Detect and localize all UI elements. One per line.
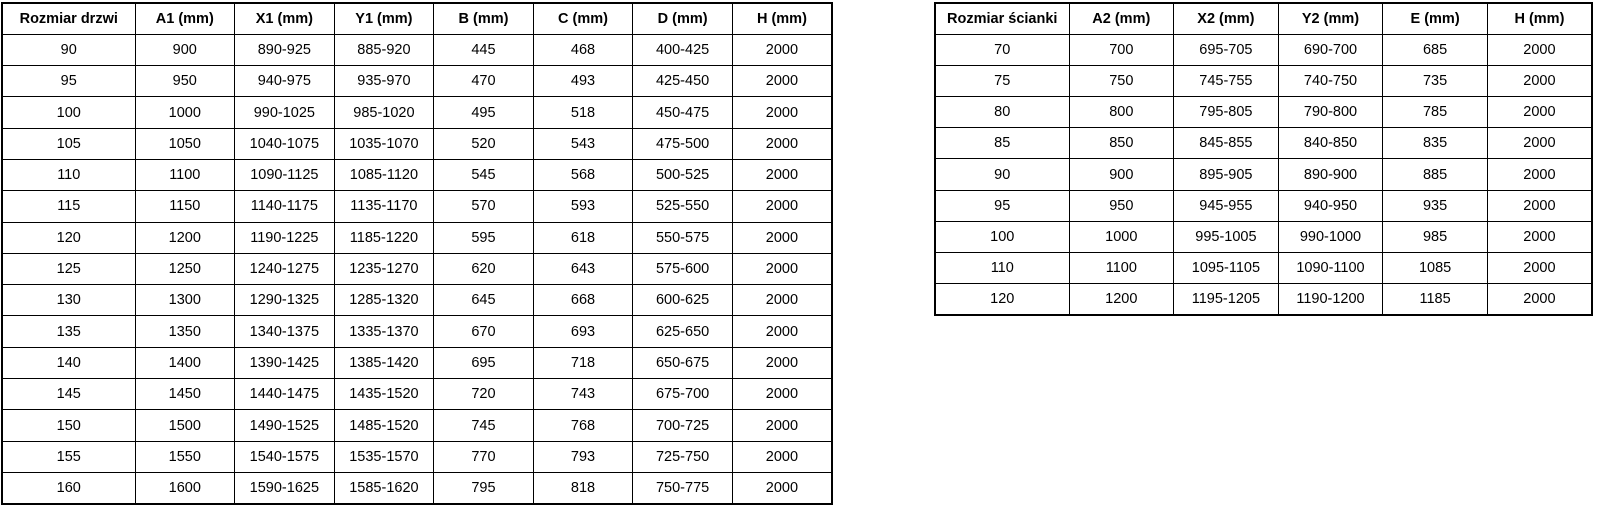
table-cell: 1000 [1069,221,1174,252]
table-cell: 990-1025 [235,97,335,128]
table-cell: 80 [935,97,1069,128]
table-cell: 425-450 [633,66,733,97]
table-cell: 1190-1200 [1278,284,1383,315]
table-cell: 120 [2,222,135,253]
table-cell: 145 [2,379,135,410]
door-size-table [1,2,833,505]
table-cell: 800 [1069,97,1174,128]
table-row [935,128,1592,159]
table-cell: 695-705 [1174,34,1279,65]
table-cell: 935-970 [334,66,434,97]
table-cell: 575-600 [633,253,733,284]
column-header: E (mm) [1383,3,1488,34]
table-cell: 1235-1270 [334,253,434,284]
table-cell: 125 [2,253,135,284]
table-cell: 995-1005 [1174,221,1279,252]
table-row [2,222,832,253]
table-cell: 840-850 [1278,128,1383,159]
table-row [2,410,832,441]
table-cell: 520 [434,128,534,159]
table-cell: 985 [1383,221,1488,252]
table-cell: 2000 [732,34,832,65]
table-cell: 1540-1575 [235,441,335,472]
table-cell: 493 [533,66,633,97]
table-cell: 120 [935,284,1069,315]
table-cell: 1440-1475 [235,379,335,410]
table-cell: 1435-1520 [334,379,434,410]
table-cell: 2000 [732,222,832,253]
table-cell: 130 [2,285,135,316]
table-cell: 2000 [732,347,832,378]
table-cell: 2000 [732,441,832,472]
header-row [2,3,832,34]
table-cell: 2000 [1487,65,1592,96]
table-cell: 545 [434,159,534,190]
table-cell: 785 [1383,97,1488,128]
table-cell: 720 [434,379,534,410]
table-cell: 940-950 [1278,190,1383,221]
table-cell: 700-725 [633,410,733,441]
table-cell: 945-955 [1174,190,1279,221]
table-cell: 1185 [1383,284,1488,315]
table-cell: 950 [135,66,235,97]
table-row [935,34,1592,65]
table-cell: 2000 [732,410,832,441]
table-cell: 793 [533,441,633,472]
table-cell: 525-550 [633,191,733,222]
table-cell: 1490-1525 [235,410,335,441]
column-header: A2 (mm) [1069,3,1174,34]
table-cell: 1200 [1069,284,1174,315]
table-row [2,66,832,97]
table-cell: 743 [533,379,633,410]
table-cell: 1085 [1383,253,1488,284]
header-row [935,3,1592,34]
table-cell: 1300 [135,285,235,316]
table-cell: 105 [2,128,135,159]
table-cell: 90 [2,34,135,65]
table-cell: 400-425 [633,34,733,65]
table-cell: 618 [533,222,633,253]
table-cell: 700 [1069,34,1174,65]
table-cell: 2000 [1487,128,1592,159]
table-cell: 1335-1370 [334,316,434,347]
table-cell: 1200 [135,222,235,253]
table-cell: 1585-1620 [334,472,434,503]
table-cell: 95 [2,66,135,97]
table-row [935,190,1592,221]
table-cell: 110 [2,159,135,190]
table-cell: 2000 [1487,34,1592,65]
table-cell: 2000 [732,191,832,222]
table-cell: 2000 [1487,190,1592,221]
table-cell: 568 [533,159,633,190]
table-row [935,97,1592,128]
table-cell: 768 [533,410,633,441]
table-cell: 718 [533,347,633,378]
table-row [2,316,832,347]
table-cell: 600-625 [633,285,733,316]
table-cell: 885 [1383,159,1488,190]
column-header: D (mm) [633,3,733,34]
table-cell: 468 [533,34,633,65]
table-row [2,379,832,410]
table-cell: 595 [434,222,534,253]
table-cell: 1385-1420 [334,347,434,378]
table-cell: 1400 [135,347,235,378]
table-cell: 675-700 [633,379,733,410]
table-cell: 543 [533,128,633,159]
table-row [2,191,832,222]
table-cell: 643 [533,253,633,284]
table-cell: 90 [935,159,1069,190]
table-cell: 795-805 [1174,97,1279,128]
table-cell: 2000 [732,379,832,410]
column-header: Y2 (mm) [1278,3,1383,34]
column-header: Rozmiar ścianki [935,3,1069,34]
table-cell: 740-750 [1278,65,1383,96]
table-row [2,34,832,65]
table-cell: 100 [935,221,1069,252]
table-cell: 685 [1383,34,1488,65]
table-cell: 2000 [732,285,832,316]
table-cell: 70 [935,34,1069,65]
table-cell: 1240-1275 [235,253,335,284]
table-cell: 668 [533,285,633,316]
table-cell: 550-575 [633,222,733,253]
table-cell: 745-755 [1174,65,1279,96]
table-row [2,441,832,472]
table-cell: 1390-1425 [235,347,335,378]
table-cell: 1195-1205 [1174,284,1279,315]
table-cell: 890-925 [235,34,335,65]
table-row [2,285,832,316]
table-cell: 900 [135,34,235,65]
table-cell: 1135-1170 [334,191,434,222]
column-header: X2 (mm) [1174,3,1279,34]
table-row [2,128,832,159]
table-cell: 445 [434,34,534,65]
table-cell: 845-855 [1174,128,1279,159]
table-cell: 155 [2,441,135,472]
table-cell: 100 [2,97,135,128]
table-cell: 670 [434,316,534,347]
table-cell: 2000 [732,472,832,503]
table-cell: 1600 [135,472,235,503]
table-cell: 140 [2,347,135,378]
table-cell: 790-800 [1278,97,1383,128]
table-cell: 2000 [1487,97,1592,128]
table-cell: 2000 [1487,221,1592,252]
table-cell: 1085-1120 [334,159,434,190]
table-cell: 650-675 [633,347,733,378]
table-cell: 950 [1069,190,1174,221]
table-cell: 475-500 [633,128,733,159]
table-cell: 1290-1325 [235,285,335,316]
table-row [935,65,1592,96]
table-cell: 95 [935,190,1069,221]
table-cell: 1185-1220 [334,222,434,253]
table-cell: 1090-1100 [1278,253,1383,284]
table-cell: 745 [434,410,534,441]
table-cell: 850 [1069,128,1174,159]
table-cell: 693 [533,316,633,347]
table-cell: 900 [1069,159,1174,190]
table-cell: 1100 [1069,253,1174,284]
table-cell: 1485-1520 [334,410,434,441]
table-cell: 940-975 [235,66,335,97]
column-header: B (mm) [434,3,534,34]
table-cell: 110 [935,253,1069,284]
table-cell: 1150 [135,191,235,222]
table-cell: 690-700 [1278,34,1383,65]
table-cell: 75 [935,65,1069,96]
table-cell: 1040-1075 [235,128,335,159]
table-cell: 518 [533,97,633,128]
table-row [2,253,832,284]
table-cell: 1500 [135,410,235,441]
table-cell: 620 [434,253,534,284]
table-cell: 1035-1070 [334,128,434,159]
table-cell: 1100 [135,159,235,190]
table-row [2,159,832,190]
column-header: Rozmiar drzwi [2,3,135,34]
table-cell: 2000 [1487,159,1592,190]
table-cell: 1590-1625 [235,472,335,503]
table-cell: 795 [434,472,534,503]
table-row [2,97,832,128]
table-row [2,347,832,378]
table-cell: 1450 [135,379,235,410]
table-cell: 985-1020 [334,97,434,128]
table-cell: 1050 [135,128,235,159]
column-header: X1 (mm) [235,3,335,34]
table-cell: 1285-1320 [334,285,434,316]
table-cell: 770 [434,441,534,472]
table-cell: 2000 [1487,284,1592,315]
column-header: A1 (mm) [135,3,235,34]
table-cell: 2000 [1487,253,1592,284]
table-cell: 990-1000 [1278,221,1383,252]
table-cell: 2000 [732,159,832,190]
table-cell: 470 [434,66,534,97]
table-cell: 935 [1383,190,1488,221]
table-cell: 1095-1105 [1174,253,1279,284]
table-cell: 2000 [732,66,832,97]
table-cell: 2000 [732,316,832,347]
table-cell: 1535-1570 [334,441,434,472]
table-cell: 500-525 [633,159,733,190]
table-cell: 750-775 [633,472,733,503]
table-cell: 835 [1383,128,1488,159]
table-cell: 2000 [732,253,832,284]
table-cell: 750 [1069,65,1174,96]
table-cell: 735 [1383,65,1488,96]
column-header: H (mm) [732,3,832,34]
table-cell: 570 [434,191,534,222]
table-cell: 890-900 [1278,159,1383,190]
table-cell: 1350 [135,316,235,347]
table-cell: 895-905 [1174,159,1279,190]
table-row [935,284,1592,315]
table-cell: 150 [2,410,135,441]
table-cell: 135 [2,316,135,347]
table-cell: 85 [935,128,1069,159]
column-header: C (mm) [533,3,633,34]
table-cell: 1550 [135,441,235,472]
table-row [935,253,1592,284]
column-header: H (mm) [1487,3,1592,34]
table-row [2,472,832,503]
table-cell: 2000 [732,128,832,159]
table-cell: 495 [434,97,534,128]
table-cell: 593 [533,191,633,222]
table-cell: 160 [2,472,135,503]
table-row [935,221,1592,252]
table-cell: 818 [533,472,633,503]
table-cell: 1190-1225 [235,222,335,253]
table-cell: 1340-1375 [235,316,335,347]
table-cell: 1090-1125 [235,159,335,190]
wall-size-table [934,2,1593,316]
table-cell: 885-920 [334,34,434,65]
table-cell: 625-650 [633,316,733,347]
table-cell: 450-475 [633,97,733,128]
table-cell: 1250 [135,253,235,284]
table-row [935,159,1592,190]
table-cell: 2000 [732,97,832,128]
table-cell: 645 [434,285,534,316]
table-cell: 1140-1175 [235,191,335,222]
table-cell: 1000 [135,97,235,128]
table-cell: 725-750 [633,441,733,472]
column-header: Y1 (mm) [334,3,434,34]
table-cell: 695 [434,347,534,378]
table-cell: 115 [2,191,135,222]
